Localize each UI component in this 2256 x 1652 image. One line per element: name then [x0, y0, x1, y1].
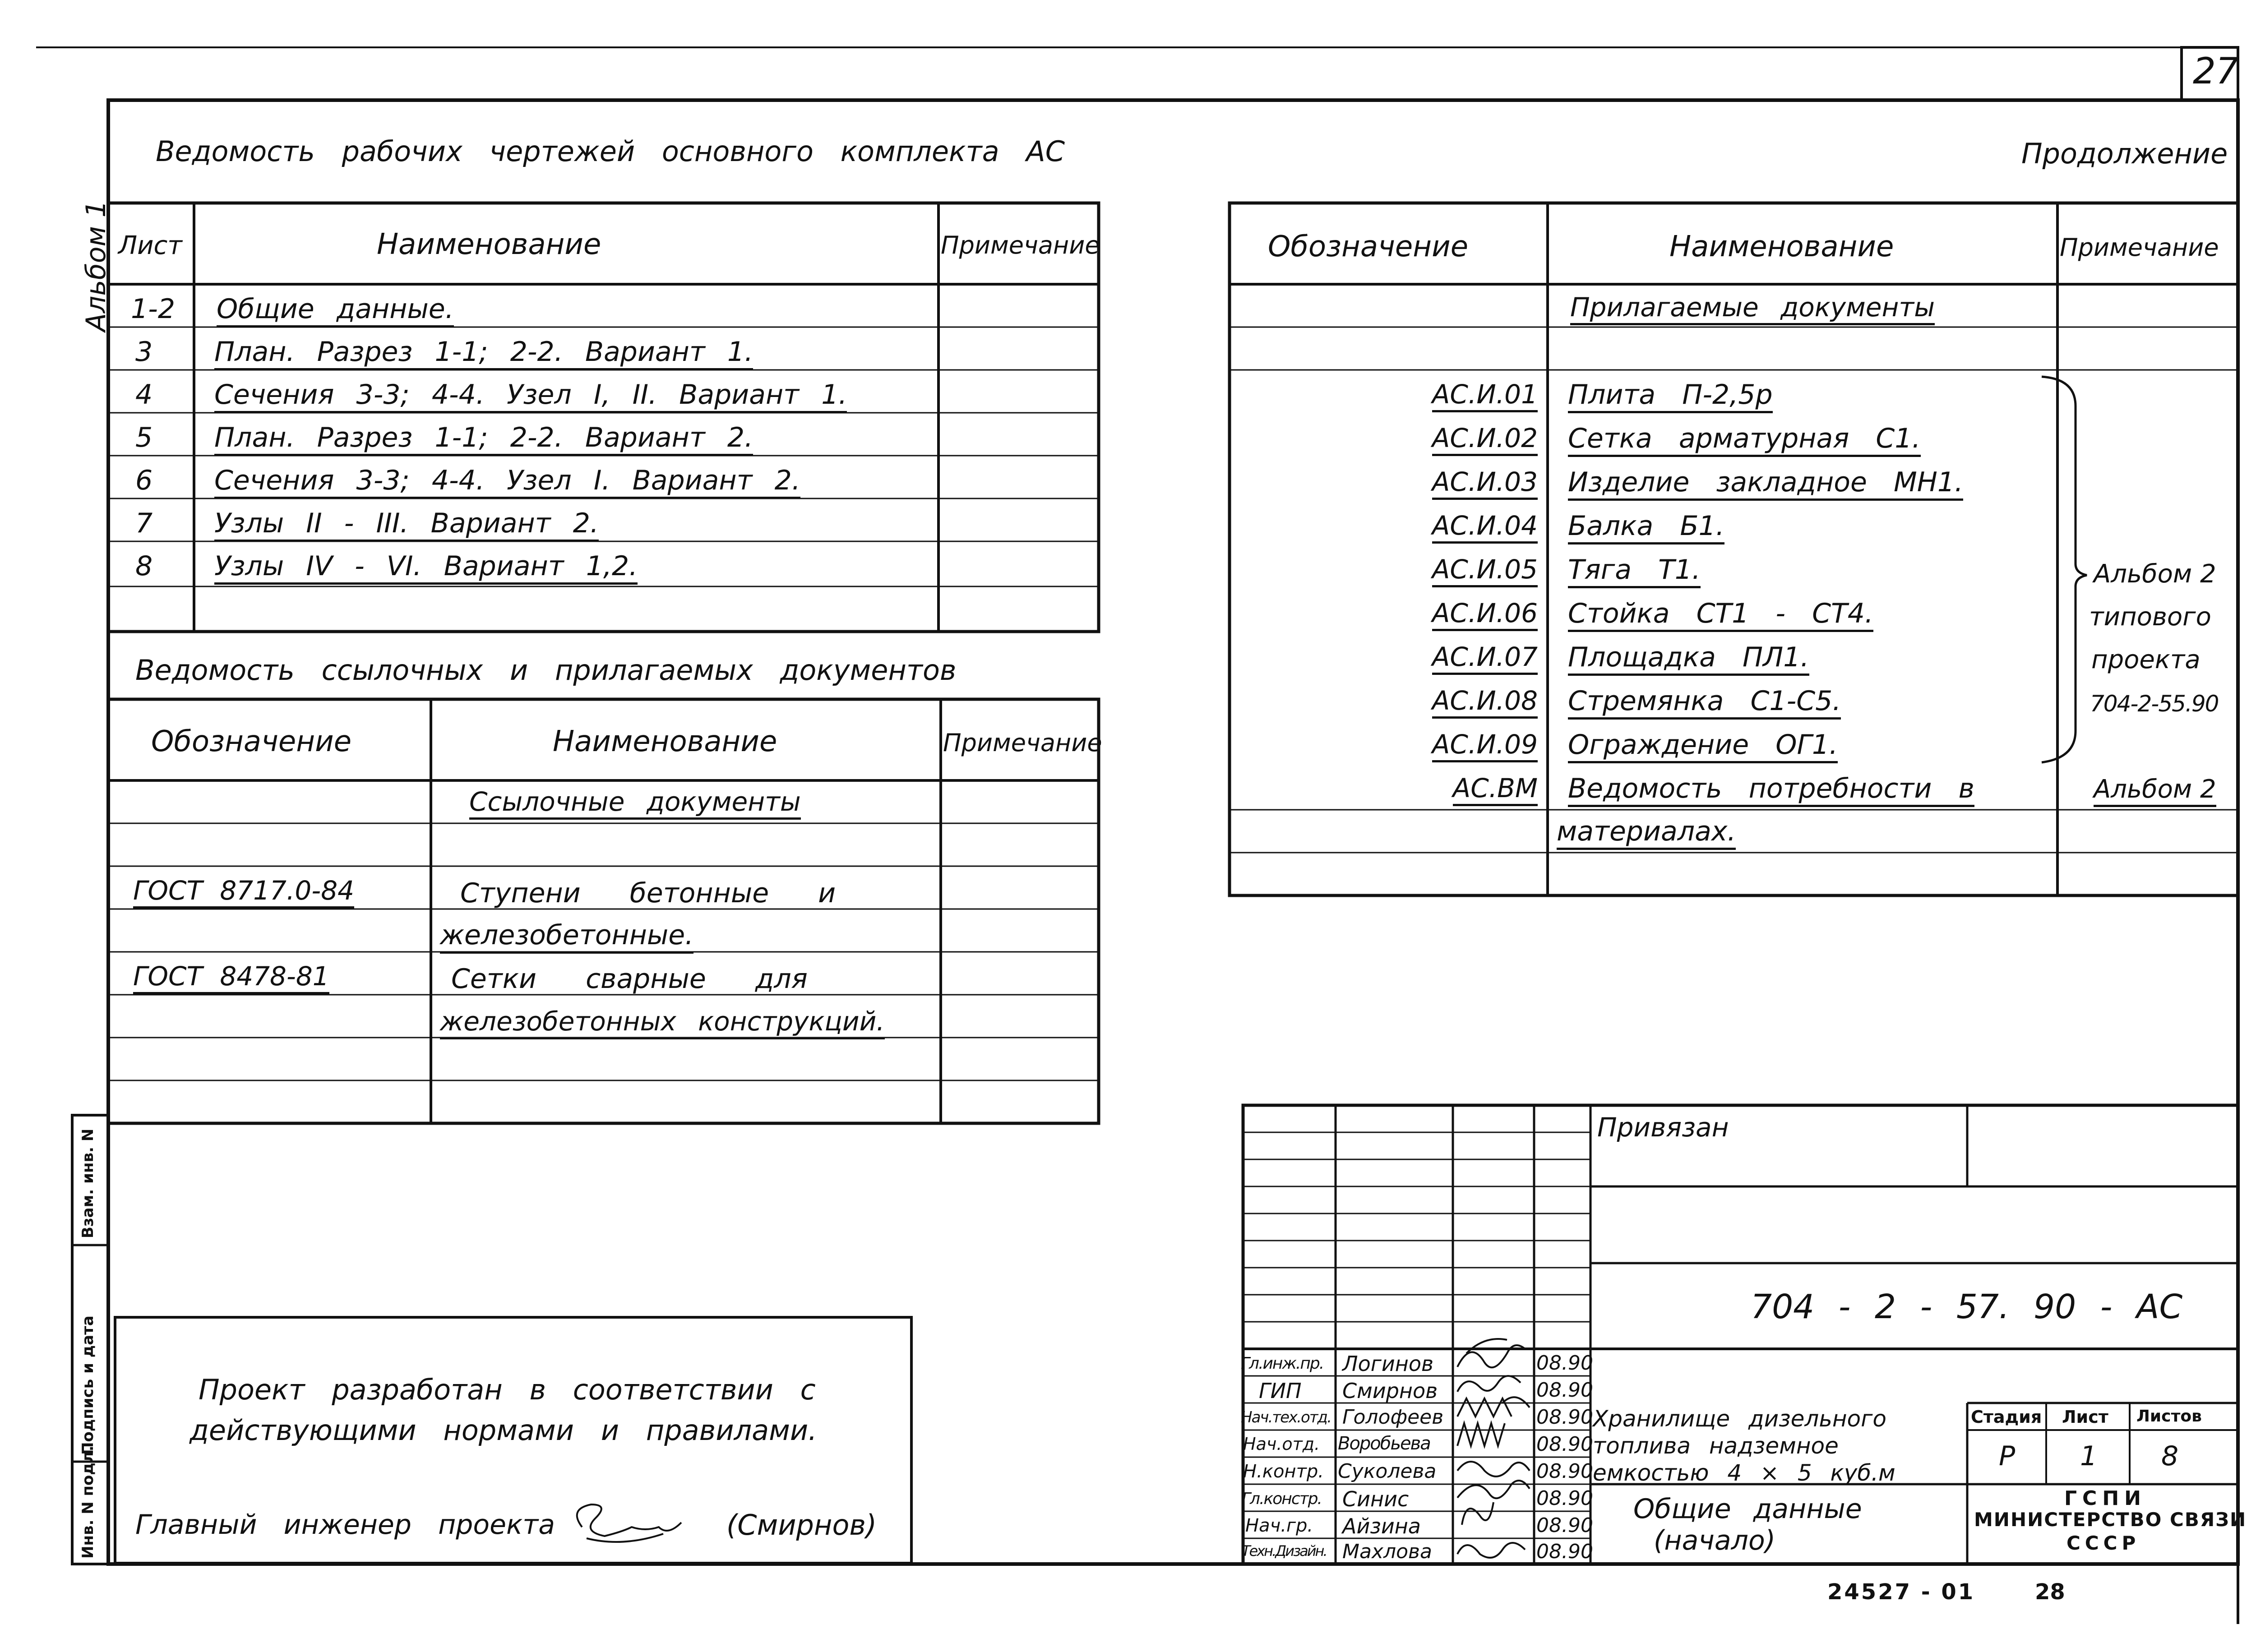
attached-row-code: АС.И.02 [1432, 425, 1538, 456]
signer-name: Синис [1342, 1487, 1409, 1511]
drawing-row-sheet: 7 [135, 508, 153, 539]
bound-label: Привязан [1597, 1112, 1729, 1143]
signer-name: Айзина [1342, 1514, 1421, 1538]
signer-name: Махлова [1342, 1540, 1432, 1563]
attached-row-name: Тяга Т1. [1568, 556, 1701, 588]
signer-role: Нач.отд. [1243, 1434, 1320, 1454]
attached-row-name: Сетка арматурная С1. [1568, 425, 1921, 457]
attached-section-label: Прилагаемые документы [1570, 294, 1935, 325]
strip-inv-label: Инв. N подл. [79, 1445, 97, 1559]
signer-role: Гл.инж.пр. [1241, 1354, 1324, 1373]
object-line-2: топлива надземное [1593, 1433, 1839, 1459]
compliance-line-1: Проект разработан в соответствии с [199, 1373, 816, 1406]
sheets-value: 8 [2161, 1440, 2179, 1472]
attached-row-name: Балка Б1. [1568, 512, 1724, 545]
attached-row-code: АС.И.05 [1432, 556, 1538, 587]
signer-date: 08.90 [1536, 1487, 1593, 1510]
ref-docs-title: Ведомость ссылочных и прилагаемых документов [135, 654, 957, 687]
drawings-header-sheet: Лист [118, 231, 182, 260]
drawing-row-sheet: 8 [135, 550, 153, 582]
attached-row-name: Стойка СТ1 - СТ4. [1568, 600, 1873, 632]
ref-section-label: Ссылочные документы [469, 789, 801, 820]
signer-role: Н.контр. [1243, 1461, 1324, 1482]
attached-row-name: Стремянка С1-С5. [1568, 688, 1841, 720]
drawing-row-name: Узлы IV - VI. Вариант 1,2. [214, 553, 638, 585]
brace-note-line: Альбом 2 [2094, 559, 2216, 589]
object-line-1: Хранилище дизельного [1593, 1406, 1887, 1432]
attached-row-code: АС.И.03 [1432, 469, 1538, 500]
attached-row-name-cont: материалах. [1557, 818, 1736, 850]
org-line-3: СССР [2066, 1532, 2140, 1554]
attached-header-code: Обозначение [1268, 230, 1469, 263]
drawing-row-sheet: 6 [135, 465, 153, 496]
attached-header-note: Примечание [2060, 233, 2219, 262]
drawing-row-name: Сечения 3-3; 4-4. Узел I, II. Вариант 1. [214, 381, 847, 413]
signer-role: Гл.констр. [1242, 1490, 1322, 1508]
vm-note: Альбом 2 [2094, 777, 2216, 807]
drawing-row-name: План. Разрез 1-1; 2-2. Вариант 2. [214, 424, 753, 456]
signer-date: 08.90 [1536, 1460, 1593, 1483]
signer-role: ГИП [1259, 1379, 1302, 1403]
brace-note-line: 704-2-55.90 [2090, 691, 2219, 717]
ref-header-note: Примечание [943, 729, 1102, 757]
signer-date: 08.90 [1536, 1433, 1593, 1456]
attached-row-name: Ограждение ОГ1. [1568, 731, 1838, 763]
signer-name: Воробьева [1338, 1433, 1430, 1454]
signer-date: 08.90 [1536, 1514, 1593, 1537]
org-line-2: МИНИСТЕРСТВО СВЯЗИ [1974, 1509, 2247, 1531]
drawing-row-name: Общие данные. [217, 295, 454, 328]
sheet-title-2: (начало) [1654, 1525, 1776, 1556]
attached-row-code: АС.И.06 [1432, 600, 1538, 631]
attached-row-name: Плита П-2,5р [1568, 381, 1773, 413]
ref-row-name-cont: железобетонных конструкций. [440, 1008, 885, 1039]
drawing-row-name: Узлы II - III. Вариант 2. [214, 510, 599, 542]
drawings-header-name: Наименование [377, 228, 601, 261]
sheet-label: Лист [2062, 1407, 2108, 1427]
signer-role: Техн.Дизайн. [1242, 1542, 1327, 1560]
ref-header-name: Наименование [553, 725, 777, 758]
continuation-label: Продолжение [2021, 137, 2228, 170]
attached-row-code: АС.И.07 [1432, 644, 1538, 675]
signer-name: Логинов [1342, 1352, 1434, 1376]
ref-row-code: ГОСТ 8717.0-84 [133, 877, 354, 909]
sheet-value: 1 [2080, 1440, 2098, 1472]
signer-date: 08.90 [1536, 1406, 1593, 1429]
ref-row-name: Сетки сварные для [451, 963, 808, 995]
footer-code: 24527 - 01 [1827, 1579, 1975, 1605]
signer-name: Голофеев [1342, 1406, 1444, 1429]
attached-row-code: АС.И.09 [1432, 731, 1538, 762]
drawing-row-sheet: 3 [135, 336, 153, 368]
document-code: 704 - 2 - 57. 90 - АС [1751, 1287, 2183, 1326]
signer-date: 08.90 [1536, 1379, 1593, 1402]
drawings-header-note: Примечание [941, 231, 1100, 259]
drawing-row-sheet: 1-2 [131, 293, 175, 325]
signer-date: 08.90 [1536, 1352, 1593, 1375]
drawing-row-sheet: 4 [135, 379, 153, 411]
stage-label: Стадия [1971, 1407, 2042, 1427]
attached-row-code: АС.И.04 [1432, 512, 1538, 544]
attached-row-name: Площадка ПЛ1. [1568, 644, 1809, 676]
sheet-title-1: Общие данные [1633, 1493, 1862, 1525]
org-line-1: ГСПИ [2064, 1487, 2146, 1510]
drawings-list-title: Ведомость рабочих чертежей основного комплекта АС [156, 135, 1065, 168]
sheets-label: Листов [2136, 1407, 2202, 1426]
signer-name: Суколева [1338, 1460, 1437, 1483]
compliance-line-2: действующими нормами и правилами. [190, 1414, 817, 1447]
chief-engineer-name: (Смирнов) [726, 1509, 877, 1541]
strip-vzam-label: Взам. инв. N [79, 1128, 97, 1238]
brace-note-line: проекта [2091, 645, 2201, 674]
ref-row-code: ГОСТ 8478-81 [133, 963, 329, 994]
signer-role: Нач.тех.отд. [1241, 1408, 1331, 1426]
drawing-row-name: Сечения 3-3; 4-4. Узел I. Вариант 2. [214, 467, 800, 499]
ref-row-name: Ступени бетонные и [460, 877, 836, 909]
footer-page: 28 [2035, 1579, 2065, 1605]
attached-row-code: АС.ВМ [1453, 775, 1538, 806]
attached-row-code: АС.И.08 [1432, 688, 1538, 719]
attached-row-name: Изделие закладное МН1. [1568, 469, 1963, 501]
drawing-row-name: План. Разрез 1-1; 2-2. Вариант 1. [214, 338, 753, 370]
stage-value: Р [1999, 1440, 2016, 1472]
signer-role: Нач.гр. [1245, 1515, 1313, 1536]
attached-header-name: Наименование [1669, 230, 1894, 263]
chief-engineer-label: Главный инженер проекта [135, 1509, 555, 1541]
sheet-number: 27 [2193, 50, 2239, 92]
drawing-row-sheet: 5 [135, 422, 153, 453]
strip-sign-label: Подпись и дата [79, 1315, 97, 1455]
album-side-label: Альбом 1 [80, 200, 112, 332]
signer-name: Смирнов [1342, 1379, 1438, 1403]
brace-note-line: типового [2089, 602, 2211, 632]
attached-row-code: АС.И.01 [1432, 381, 1538, 412]
attached-row-name: Ведомость потребности в [1568, 775, 1974, 807]
signer-date: 08.90 [1536, 1540, 1593, 1563]
object-line-3: емкостью 4 × 5 куб.м [1593, 1460, 1895, 1486]
ref-row-name-cont: железобетонные. [440, 922, 693, 954]
ref-header-code: Обозначение [151, 725, 352, 758]
